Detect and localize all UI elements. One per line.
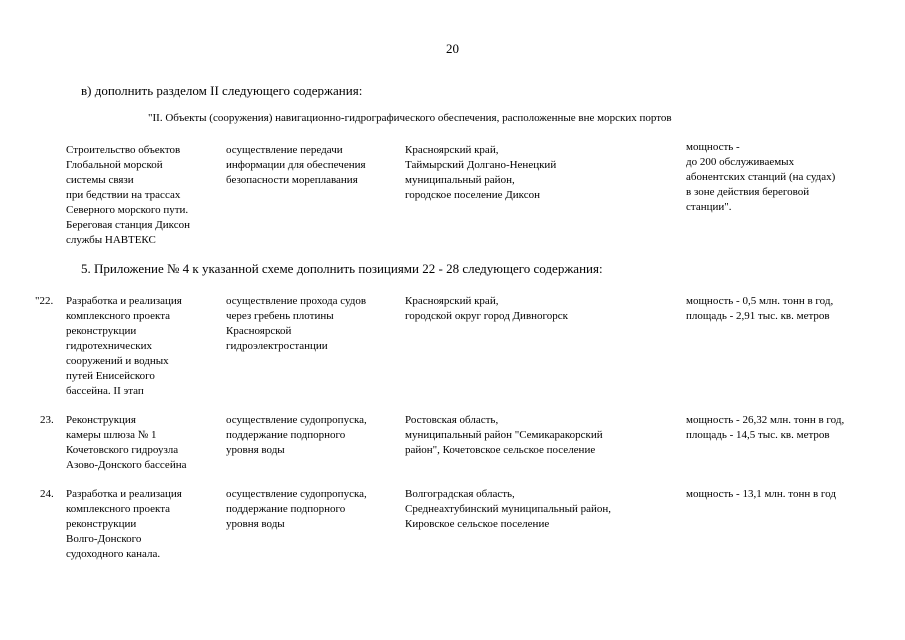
row-name: Разработка и реализация комплексного проекта реконструкции гидротехнических сооружений и водных путей Енисейского бассейна. II этап bbox=[66, 295, 182, 397]
row-purpose: осуществление прохода судов через гребень плотины Красноярской гидроэлектростанции bbox=[226, 295, 367, 352]
row-number: 24. bbox=[40, 488, 54, 500]
row-capacity: мощность - 26,32 млн. тонн в год, площадь - 14,5 тыс. кв. метров bbox=[686, 414, 845, 441]
row-location: Ростовская область, муниципальный район "Семикаракорский район", Кочетовское сельское поселение bbox=[405, 414, 603, 456]
row-purpose: осуществление судопропуска, поддержание подпорного уровня воды bbox=[226, 414, 367, 456]
page-number: 20 bbox=[446, 41, 459, 56]
row-name: Реконструкция камеры шлюза № 1 Кочетовского гидроузла Азово-Донского бассейна bbox=[66, 414, 187, 471]
row-number: "22. bbox=[35, 295, 54, 307]
section-row-purpose: осуществление передачи информации для обеспечения безопасности мореплавания bbox=[226, 144, 366, 186]
section-row-name: Строительство объектов Глобальной морской системы связи при бедствии на трассах Северного морского пути. Береговая станция Диксон службы НАВТЕКС bbox=[66, 144, 190, 246]
section-row-capacity: мощность - до 200 обслуживаемых абонентских станций (на судах) в зоне действия береговой станции". bbox=[686, 141, 836, 213]
paragraph-5: 5. Приложение № 4 к указанной схеме дополнить позициями 22 - 28 следующего содержания: bbox=[81, 261, 603, 276]
paragraph-b: в) дополнить разделом II следующего содержания: bbox=[81, 83, 363, 98]
row-name: Разработка и реализация комплексного проекта реконструкции Волго-Донского судоходного канала. bbox=[66, 488, 182, 560]
row-capacity: мощность - 13,1 млн. тонн в год bbox=[686, 488, 836, 500]
row-location: Красноярский край, городской округ город Дивногорск bbox=[405, 295, 568, 322]
section-row-location: Красноярский край, Таймырский Долгано-Ненецкий муниципальный район, городское поселение Диксон bbox=[405, 144, 557, 201]
row-number: 23. bbox=[40, 414, 54, 426]
row-purpose: осуществление судопропуска, поддержание подпорного уровня воды bbox=[226, 488, 367, 530]
section-heading: "II. Объекты (сооружения) навигационно-гидрографического обеспечения, расположенные вне морских портов bbox=[148, 112, 672, 124]
row-location: Волгоградская область, Среднеахтубинский муниципальный район, Кировское сельское поселение bbox=[405, 488, 612, 530]
row-capacity: мощность - 0,5 млн. тонн в год, площадь - 2,91 тыс. кв. метров bbox=[686, 295, 834, 322]
